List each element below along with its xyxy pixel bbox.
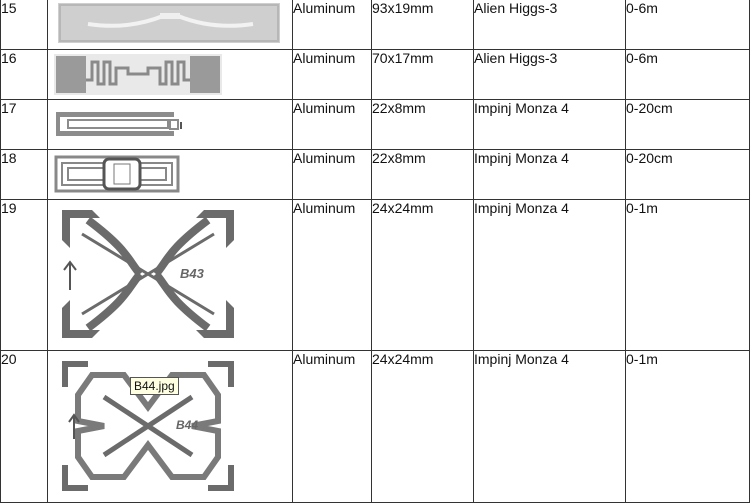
table-row	[1, 351, 750, 503]
cell-number: 16	[1, 50, 48, 100]
cell-material: Aluminum	[293, 100, 372, 150]
inlay-label-b44: B44	[176, 418, 199, 432]
cell-material: Aluminum	[293, 200, 372, 351]
square-x-inlay-image	[48, 200, 293, 349]
cell-range: 0-6m	[626, 50, 750, 100]
image-tooltip: B44.jpg	[130, 377, 179, 395]
cell-chip: Impinj Monza 4	[474, 351, 626, 503]
cell-range: 0-6m	[626, 0, 750, 50]
cell-chip: Impinj Monza 4	[474, 150, 626, 200]
cell-number: 19	[1, 200, 48, 351]
cell-material: Aluminum	[293, 351, 372, 503]
meander-dipole-inlay-image	[48, 50, 293, 98]
cell-range: 0-1m	[626, 200, 750, 351]
cell-image	[48, 100, 293, 150]
cell-size: 93x19mm	[372, 0, 474, 50]
square-petal-inlay-image	[48, 351, 293, 501]
cell-number: 17	[1, 100, 48, 150]
cell-image	[48, 200, 293, 351]
cell-image	[48, 351, 293, 503]
table-row	[1, 100, 750, 150]
cell-image	[48, 50, 293, 100]
cell-chip: Alien Higgs-3	[474, 50, 626, 100]
cell-range: 0-20cm	[626, 150, 750, 200]
table-row	[1, 0, 750, 50]
cell-chip: Alien Higgs-3	[474, 0, 626, 50]
table-row	[1, 200, 750, 351]
small-coil-inlay-image	[48, 150, 293, 198]
cell-size: 22x8mm	[372, 150, 474, 200]
cell-number: 15	[1, 0, 48, 50]
table-row	[1, 50, 750, 100]
cell-size: 22x8mm	[372, 100, 474, 150]
small-loop-inlay-image	[48, 100, 293, 148]
cell-range: 0-20cm	[626, 100, 750, 150]
table-row	[1, 150, 750, 200]
cell-size: 24x24mm	[372, 351, 474, 503]
cell-number: 18	[1, 150, 48, 200]
cell-range: 0-1m	[626, 351, 750, 503]
long-dipole-inlay-image	[48, 0, 293, 48]
cell-size: 70x17mm	[372, 50, 474, 100]
cell-chip: Impinj Monza 4	[474, 100, 626, 150]
inlay-label-b43: B43	[180, 266, 204, 281]
cell-image	[48, 150, 293, 200]
cell-material: Aluminum	[293, 50, 372, 100]
cell-chip: Impinj Monza 4	[474, 200, 626, 351]
cell-material: Aluminum	[293, 150, 372, 200]
cell-image	[48, 0, 293, 50]
cell-size: 24x24mm	[372, 200, 474, 351]
cell-number: 20	[1, 351, 48, 503]
cell-material: Aluminum	[293, 0, 372, 50]
